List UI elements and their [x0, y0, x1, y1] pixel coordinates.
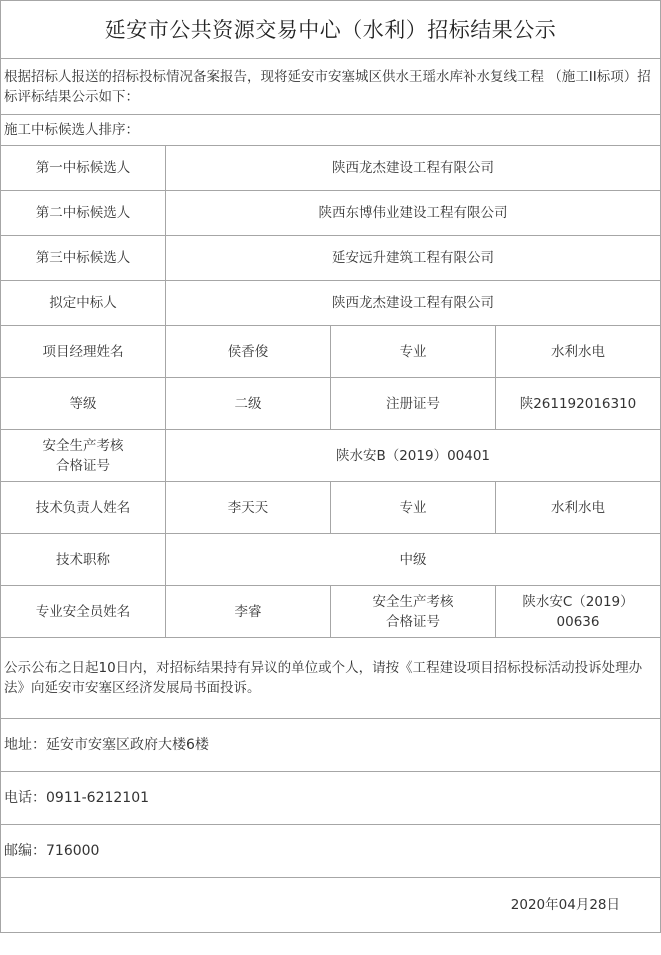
safety-officer-name: 李睿 — [166, 586, 331, 638]
pm-safety-cert: 陕水安B（2019）00401 — [166, 430, 661, 482]
candidate-2-value: 陕西东博伟业建设工程有限公司 — [166, 191, 661, 236]
page-title: 延安市公共资源交易中心（水利）招标结果公示 — [1, 1, 661, 59]
postcode: 邮编：716000 — [1, 825, 661, 878]
tech-title: 中级 — [166, 534, 661, 586]
ranking-label: 施工中标候选人排序： — [1, 115, 661, 146]
candidate-3-label: 第三中标候选人 — [1, 236, 166, 281]
pm-safety-cert-label: 安全生产考核合格证号 — [1, 430, 166, 482]
safety-officer-name-label: 专业安全员姓名 — [1, 586, 166, 638]
candidate-3-value: 延安远升建筑工程有限公司 — [166, 236, 661, 281]
tech-name: 李天天 — [166, 482, 331, 534]
safety-officer-cert-label: 安全生产考核合格证号 — [331, 586, 496, 638]
publish-date: 2020年04月28日 — [1, 878, 661, 933]
safety-officer-cert: 陕水安C（2019）00636 — [496, 586, 661, 638]
pm-reg-number: 陕261192016310 — [496, 378, 661, 430]
pm-grade: 二级 — [166, 378, 331, 430]
winner-label: 拟定中标人 — [1, 281, 166, 326]
pm-major: 水利水电 — [496, 326, 661, 378]
pm-name: 侯香俊 — [166, 326, 331, 378]
candidate-1-value: 陕西龙杰建设工程有限公司 — [166, 146, 661, 191]
objection-notice: 公示公布之日起10日内，对招标结果持有异议的单位或个人，请按《工程建设项目招标投标活动投诉处理办法》向延安市安塞区经济发展局书面投诉。 — [4, 660, 643, 696]
winner-value: 陕西龙杰建设工程有限公司 — [166, 281, 661, 326]
tech-major-label: 专业 — [331, 482, 496, 534]
address: 地址：延安市安塞区政府大楼6楼 — [1, 719, 661, 772]
pm-reg-label: 注册证号 — [331, 378, 496, 430]
phone: 电话：0911-6212101 — [1, 772, 661, 825]
tech-major: 水利水电 — [496, 482, 661, 534]
intro-paragraph: 根据招标人报送的招标投标情况备案报告，现将延安市安塞城区供水王瑶水库补水复线工程 （施工II标项）招标评标结果公示如下： — [1, 59, 661, 115]
candidate-1-label: 第一中标候选人 — [1, 146, 166, 191]
pm-grade-label: 等级 — [1, 378, 166, 430]
candidate-2-label: 第二中标候选人 — [1, 191, 166, 236]
tech-title-label: 技术职称 — [1, 534, 166, 586]
tech-name-label: 技术负责人姓名 — [1, 482, 166, 534]
pm-major-label: 专业 — [331, 326, 496, 378]
objection-notice-cell — [1, 638, 661, 719]
pm-name-label: 项目经理姓名 — [1, 326, 166, 378]
